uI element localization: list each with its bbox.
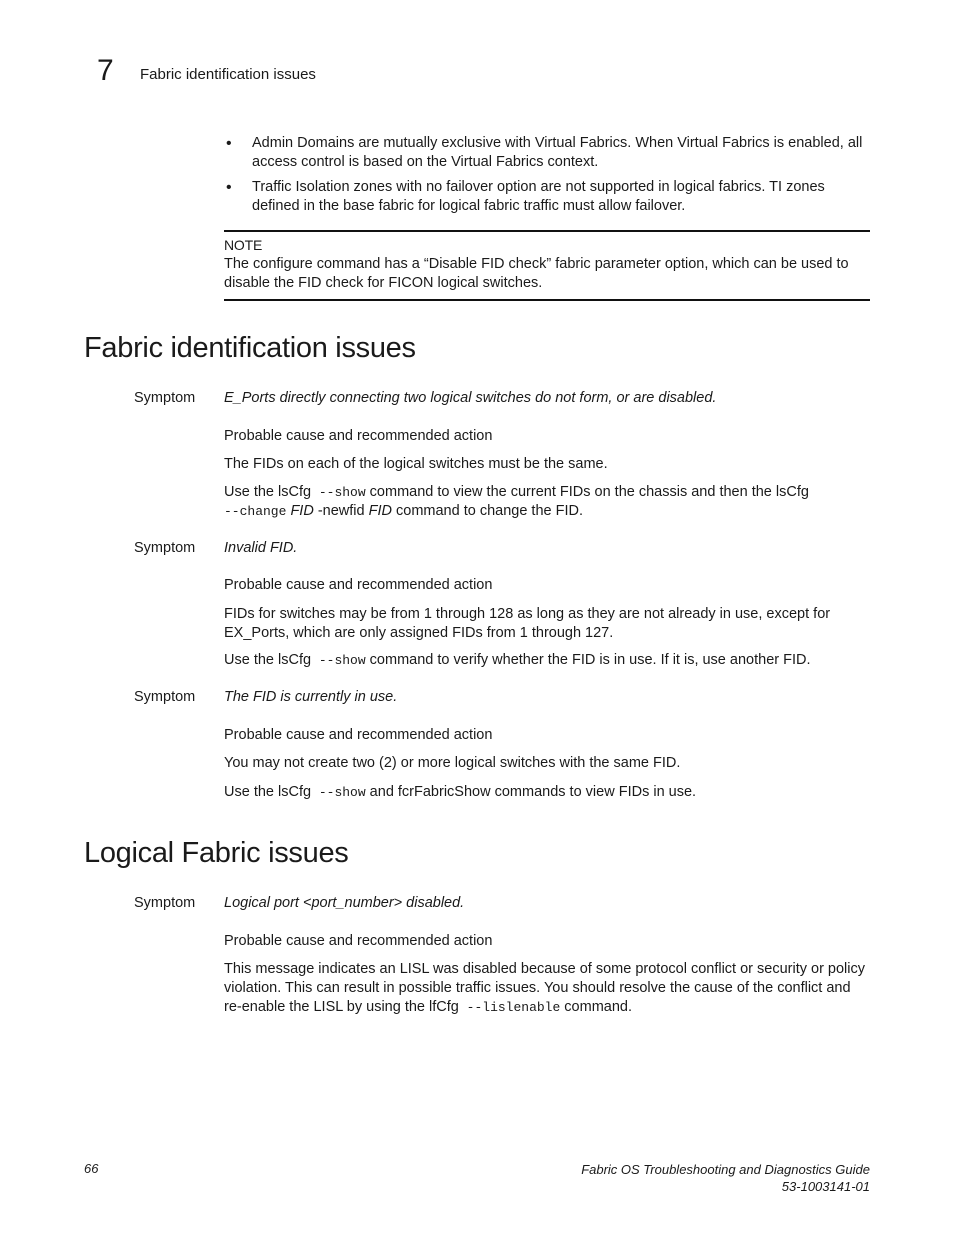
text: Use the [224,784,278,800]
command-configure: configure [253,256,313,272]
command-option: -newfid [313,503,365,519]
text: Use the [224,484,278,500]
text: Use the [224,652,278,668]
bullet-icon: • [226,135,232,152]
paragraph: FIDs for switches may be from 1 through 128 as long as they are not already in use, except for EX_Ports, which are only assigned FIDs from 1 through 127. [224,606,831,641]
text: commands to view FIDs in use. [490,784,697,800]
command-lscfg: lsCfg [278,652,312,668]
symptom-label: Symptom [134,895,196,911]
command-lscfg: lsCfg [278,784,312,800]
paragraph: The FIDs on each of the logical switches must be the same. [224,456,608,472]
list-item [224,134,870,172]
list-item [224,178,870,216]
paragraph [224,483,870,521]
command-fcrfabricshow: fcrFabricShow [397,784,491,800]
symptom-label: Symptom [134,689,196,705]
fid-param: FID [286,503,314,519]
bullet-icon: • [226,179,232,196]
command-option: --lislenable [458,1000,561,1015]
command-lscfg: lsCfg [775,484,809,500]
command-lfcfg: lfCfg [429,999,459,1015]
symptom-label: Symptom [134,390,196,406]
fid-param: FID [364,503,392,519]
cause-heading: Probable cause and recommended action [224,727,493,743]
chapter-title: Fabric identification issues [140,66,316,83]
text: command to view the current FIDs on the chassis and then the [365,484,776,500]
symptom-label: Symptom [134,540,196,556]
paragraph [224,960,870,1017]
note-box [224,230,870,301]
command-option: --show [311,485,366,500]
bullet-text: Traffic Isolation zones with no failover option are not supported in logical fabrics. TI zones defined in the base fabric for logical fabric traffic must allow failover. [252,179,825,214]
command-option: --show [311,653,366,668]
text: command to change the FID. [391,503,583,519]
command-option: --change [224,504,287,519]
doc-number: 53-1003141-01 [781,1179,870,1194]
chapter-number: 7 [97,54,114,87]
symptom-text: E_Ports directly connecting two logical switches do not form, or are disabled. [224,390,717,406]
section-heading-fabric-identification: Fabric identification issues [84,332,416,364]
bullet-list [224,134,870,222]
footer-doc-info [581,1161,870,1195]
text: and [365,784,398,800]
text: command to verify whether the FID is in use. If it is, use another FID. [365,652,811,668]
page-number: 66 [84,1161,99,1176]
command-lscfg: lsCfg [278,484,312,500]
paragraph: You may not create two (2) or more logical switches with the same FID. [224,755,681,771]
note-text-post: command has a “Disable FID check” fabric parameter option, which can be used to disable the FID check for FICON logical switches. [224,256,849,291]
note-text-pre: The [224,256,254,272]
cause-heading: Probable cause and recommended action [224,577,493,593]
text: This message indicates an LISL was disabled because of some protocol conflict or security or policy violation. This can result in possible traffic issues. You should resolve the cause of the conflict and re-enable the LISL by using the [224,961,866,1015]
note-text [224,255,870,293]
bullet-text: Admin Domains are mutually exclusive with Virtual Fabrics. When Virtual Fabrics is enabled, all access control is based on the Virtual Fabrics context. [252,135,863,170]
symptom-text: Invalid FID. [224,540,298,556]
command-option: --show [311,785,366,800]
cause-heading: Probable cause and recommended action [224,933,493,949]
text: command. [560,999,633,1015]
cause-heading: Probable cause and recommended action [224,428,493,444]
symptom-text: The FID is currently in use. [224,689,398,705]
paragraph [224,783,870,802]
symptom-text: Logical port <port_number> disabled. [224,895,465,911]
section-heading-logical-fabric: Logical Fabric issues [84,837,349,869]
paragraph [224,651,870,670]
doc-title: Fabric OS Troubleshooting and Diagnostics Guide [581,1162,870,1177]
note-label: NOTE [224,237,263,253]
